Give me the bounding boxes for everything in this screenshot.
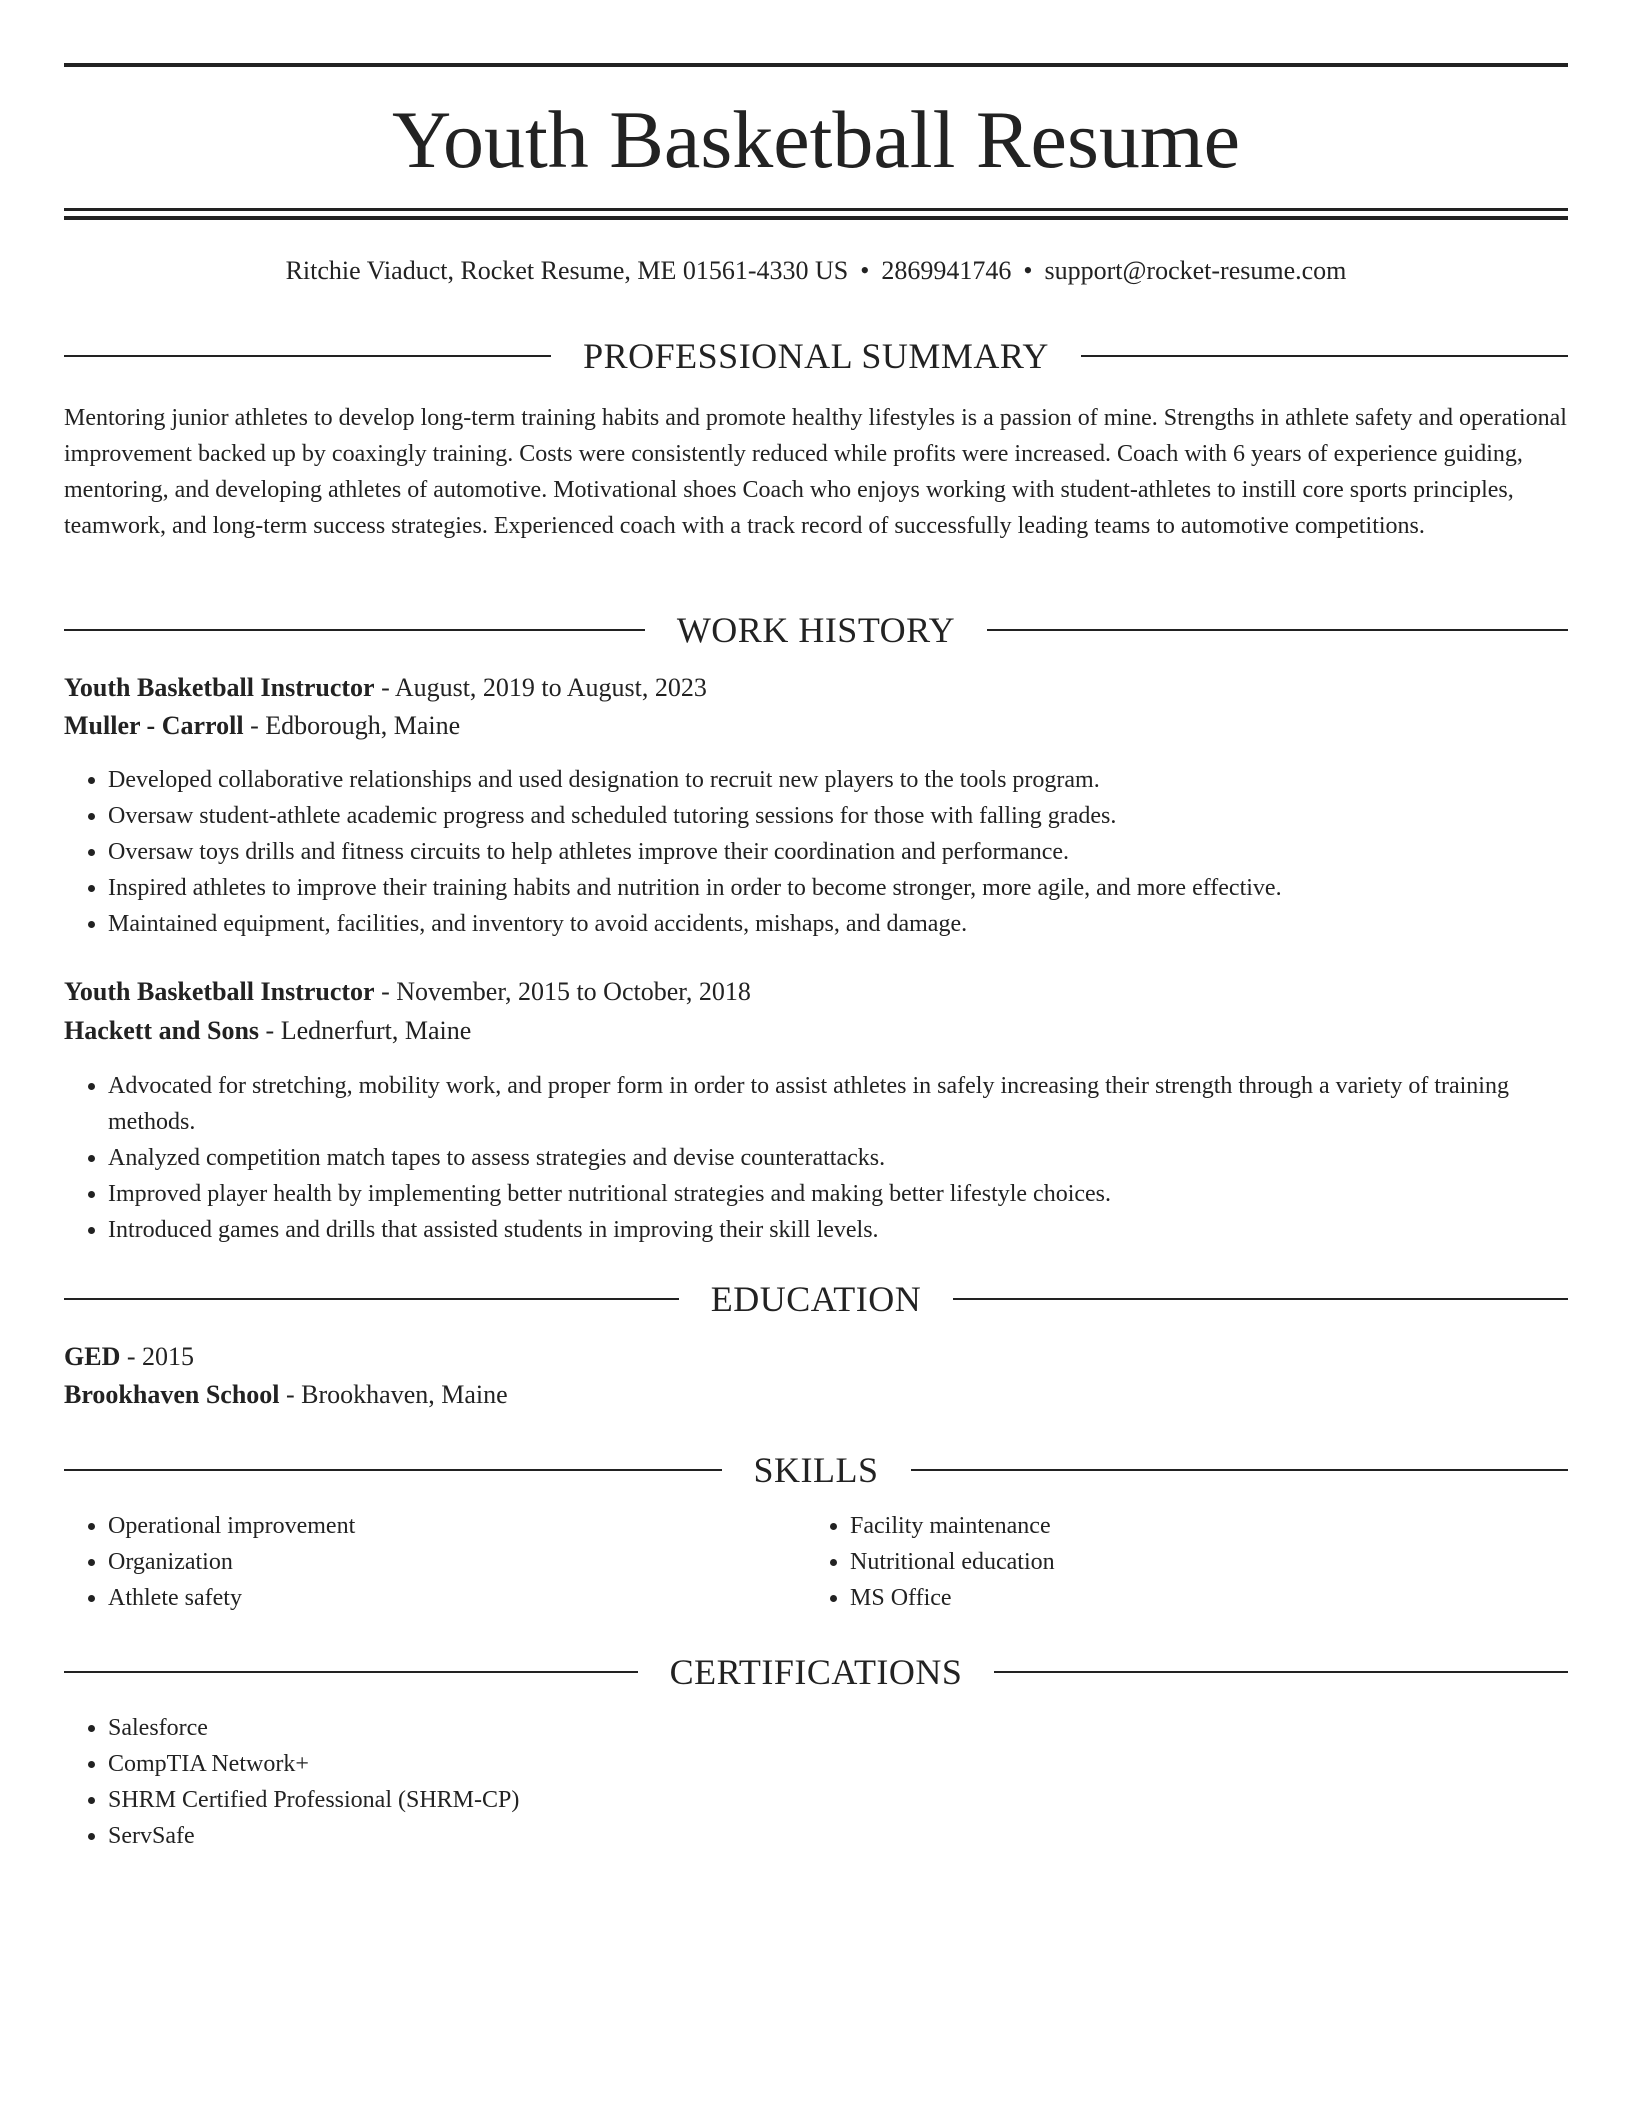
education-degree-line	[64, 1339, 194, 1375]
job-bullet: • Introduced games and drills that assisted students in improving their skill levels.	[108, 1212, 1568, 1248]
job-bullet: • Inspired athletes to improve their training habits and nutrition in order to become stronger, more agile, and more effective.	[108, 870, 1568, 906]
education-degree: GED	[64, 1342, 121, 1371]
section-rule	[64, 355, 551, 357]
job-bullets	[64, 1068, 1568, 1248]
job-company-line	[64, 1013, 471, 1049]
contact-separator: •	[1023, 256, 1033, 285]
education-year: - 2015	[120, 1342, 195, 1371]
section-heading-work	[64, 608, 1568, 652]
section-rule	[911, 1469, 1569, 1471]
skills-list-left	[64, 1508, 764, 1616]
summary-text: Mentoring junior athletes to develop long-term training habits and promote healthy lifestyles is a passion of mine. Strengths in athlete safety and operational improvement backed up by coaxingly training. Costs were consistently reduced while profits were increased. Coach with 6 years of experience guiding, mentoring, and developing athletes of automotive. Motivational shoes Coach who enjoys working with student-athletes to instill core sports principles, teamwork, and long-term success strategies. Experienced coach with a track record of successfully leading teams to automotive competitions.	[64, 405, 1567, 539]
certification-item: • SHRM Certified Professional (SHRM-CP)	[108, 1782, 1568, 1818]
job-bullet: • Advocated for stretching, mobility work, and proper form in order to assist athletes in safely increasing their strength through a variety of training methods.	[108, 1068, 1568, 1140]
job-bullet: • Developed collaborative relationships and used designation to recruit new players to the tools program.	[108, 762, 1568, 798]
section-rule	[64, 1671, 638, 1673]
section-rule	[953, 1298, 1568, 1300]
section-rule	[1081, 355, 1568, 357]
certification-item: • CompTIA Network+	[108, 1746, 1568, 1782]
section-heading-skills	[64, 1448, 1568, 1492]
header-double-rule-upper	[64, 208, 1568, 211]
section-rule	[987, 629, 1568, 631]
job-company: Hackett and Sons	[64, 1016, 260, 1045]
contact-phone: 2869941746	[881, 256, 1012, 285]
job-title: Youth Basketball Instructor	[64, 673, 375, 702]
education-school: Brookhaven School	[64, 1380, 280, 1409]
skill-item: • Athlete safety	[108, 1580, 764, 1616]
job-bullet: • Oversaw student-athlete academic progress and scheduled tutoring sessions for those with falling grades.	[108, 798, 1568, 834]
skill-item: • Operational improvement	[108, 1508, 764, 1544]
job-location: - Edborough, Maine	[243, 711, 461, 740]
job-location: - Lednerfurt, Maine	[259, 1016, 472, 1045]
contact-separator: •	[860, 256, 870, 285]
contact-email: support@rocket-resume.com	[1044, 256, 1347, 285]
skill-item: • MS Office	[850, 1580, 1506, 1616]
contact-address: Ritchie Viaduct, Rocket Resume, ME 01561-4330 US	[285, 256, 849, 285]
section-title: PROFESSIONAL SUMMARY	[583, 336, 1049, 376]
header-double-rule-lower	[64, 216, 1568, 220]
job-title: Youth Basketball Instructor	[64, 977, 375, 1006]
job-bullet: • Improved player health by implementing better nutritional strategies and making better lifestyle choices.	[108, 1176, 1568, 1212]
section-heading-certifications	[64, 1650, 1568, 1694]
job-dates: - August, 2019 to August, 2023	[374, 673, 707, 702]
skill-item: • Facility maintenance	[850, 1508, 1506, 1544]
job-company: Muller - Carroll	[64, 711, 244, 740]
job-bullet: • Oversaw toys drills and fitness circuits to help athletes improve their coordination and performance.	[108, 834, 1568, 870]
job-dates: - November, 2015 to October, 2018	[374, 977, 751, 1006]
job-title-line	[64, 670, 707, 706]
resume-title: Youth Basketball Resume	[391, 94, 1241, 185]
section-title: WORK HISTORY	[676, 610, 956, 650]
job-title-line	[64, 974, 751, 1010]
education-school-line	[64, 1377, 508, 1413]
section-heading-education	[64, 1277, 1568, 1321]
job-bullets	[64, 762, 1568, 942]
section-title: SKILLS	[753, 1450, 879, 1490]
section-rule	[994, 1671, 1568, 1673]
job-company-line	[64, 708, 460, 744]
section-title: EDUCATION	[710, 1279, 922, 1319]
section-title: CERTIFICATIONS	[669, 1652, 963, 1692]
job-bullet: • Maintained equipment, facilities, and inventory to avoid accidents, mishaps, and damage.	[108, 906, 1568, 942]
section-rule	[64, 629, 645, 631]
section-rule	[64, 1298, 679, 1300]
contact-line	[64, 254, 1568, 288]
certification-item: • ServSafe	[108, 1818, 1568, 1854]
education-location: - Brookhaven, Maine	[279, 1380, 508, 1409]
skills-list-right	[806, 1508, 1506, 1616]
header-top-rule	[64, 63, 1568, 67]
certification-item: • Salesforce	[108, 1710, 1568, 1746]
job-bullet: • Analyzed competition match tapes to assess strategies and devise counterattacks.	[108, 1140, 1568, 1176]
skill-item: • Organization	[108, 1544, 764, 1580]
certifications-list	[64, 1710, 1568, 1854]
section-rule	[64, 1469, 722, 1471]
section-heading-summary	[64, 334, 1568, 378]
skill-item: • Nutritional education	[850, 1544, 1506, 1580]
